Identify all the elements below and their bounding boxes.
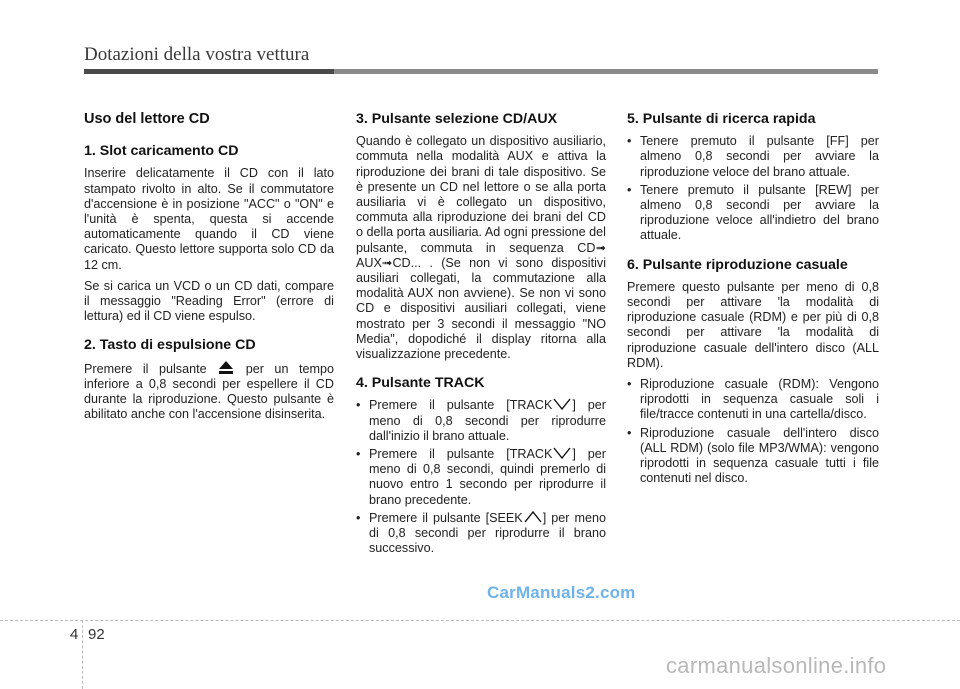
riproduzione-casuale-title: 6. Pulsante riproduzione casuale [627,256,848,273]
page-header-title: Dotazioni della vostra vettura [84,44,310,65]
list-item: • Riproduzione casuale (RDM): Vengono riprodotti in sequenza casuale soli i file/tracce contenuti in una cartella/disco. [627,377,879,422]
ricerca-rapida-list [627,134,879,243]
list-item: • Riproduzione casuale dell'intero disco (ALL RDM) (solo file MP3/WMA): vengono riprodotti in sequenza casuale tutti i file contenuti nel disco. [627,425,879,486]
header-rule-accent [84,69,334,74]
list-item: • Tenere premuto il pulsante [REW] per almeno 0,8 secondi per avviare la riproduzione veloce all'indietro del brano attuale. [627,182,879,243]
list-item: • Premere il pulsante [TRACK ] per meno di 0,8 secondi per riprodurre dall'inizio il brano attuale. [356,398,606,443]
riproduzione-casuale-text: Premere questo pulsante per meno di 0,8 secondi per attivare 'la modalità di riproduzione casuale (RDM) e per più di 0,8 secondi per attivare 'la modalità di riproduzione casuale dell'intero disco (ALL RDM). [627,279,879,370]
footer-divider [82,620,83,689]
column-1 [84,112,334,428]
track-item-1-after: ] per meno di 0,8 secondi per riprodurre dall'inizio il brano attuale. [369,398,606,443]
track-item-2-after: ] per meno di 0,8 secondi, quindi premerlo di nuovo entro 1 secondo per riprodurre il brano precedente. [369,447,606,507]
espulsione-text-after: per un tempo inferiore a 0,8 secondi per espellere il CD durante la riproduzione. Questo pulsante è abilitato anche con l'accensione disinserita. [84,361,334,422]
page-number: 92 [88,626,105,643]
track-item-3-before: Premere il pulsante [SEEK [369,510,523,525]
eject-icon [219,361,233,374]
track-item-3-after: ] per meno di 0,8 secondi per riprodurre il brano successivo. [369,510,606,556]
section-number: 4 [70,626,79,643]
watermark-carmanualsonline: carmanualsonline.info [666,653,887,678]
casuale-item-2: Riproduzione casuale dell'intero disco (ALL RDM) (solo file MP3/WMA): vengono riprodotti in sequenza casuale tutti i file contenuti nel disco. [640,425,879,486]
cd-aux-text: Quando è collegato un dispositivo ausiliario, commuta nella modalità AUX e attiva la riproduzione dei brani di tale dispositivo. Se è presente un CD nel lettore o se alla porta ausiliaria vi è collegato un dispositivo, commuta alla riproduzione dei brani del CD o della porta ausiliaria. Ad ogni pressione del pulsante, commuta in sequenza CD➟ AUX➟CD... . (Se non vi sono dispositivi ausiliari collegati, la commutazione alla modalità AUX non avviene). Se non vi sono CD e dispositivi ausiliari collegati, viene mostrato per 3 secondi il messaggio "NO Media", dopodiché il display ritorna alla visualizzazione precedente. [356,134,606,362]
espulsione-title: 2. Tasto di espulsione CD [84,337,256,354]
cd-aux-title: 3. Pulsante selezione CD/AUX [356,111,558,127]
espulsione-text-before: Premere il pulsante [84,361,207,376]
slot-caricamento-text-1: Inserire delicatamente il CD con il lato stampato rivolto in alto. Se il commutatore d'accensione è in posizione "ACC" o "ON" e l'unità è spenta, questa si accende automaticamente quando il CD viene caricato. Questo lettore supporta solo CD da 12 cm. [84,166,334,272]
watermark-carmanuals2: CarManuals2.com [487,583,636,602]
chevron-down-icon [552,398,572,410]
list-item: • Premere il pulsante [SEEK ] per meno di 0,8 secondi per riprodurre il brano successivo. [356,510,606,556]
ricerca-rapida-title: 5. Pulsante di ricerca rapida [627,111,816,127]
espulsione-text [84,361,334,423]
chevron-up-icon [523,511,543,523]
column-2 [356,112,606,559]
casuale-item-1: Riproduzione casuale (RDM): Vengono riprodotti in sequenza casuale soli i file/tracce contenuti in una cartella/disco. [640,377,879,422]
track-title: 4. Pulsante TRACK [356,375,485,392]
list-item: • Premere il pulsante [TRACK ] per meno di 0,8 secondi, quindi premerlo di nuovo entro 1 secondo per riprodurre il brano precedente. [356,447,606,507]
list-item: • Tenere premuto il pulsante [FF] per almeno 0,8 secondi per avviare la riproduzione veloce del brano attuale. [627,134,879,179]
track-list [356,398,606,556]
ricerca-item-2: Tenere premuto il pulsante [REW] per almeno 0,8 secondi per avviare la riproduzione veloce all'indietro del brano attuale. [640,182,879,243]
slot-caricamento-title: 1. Slot caricamento CD [84,143,239,160]
track-item-2-before: Premere il pulsante [TRACK [369,447,553,462]
footer-rule [0,620,960,621]
header-rule [84,69,878,74]
chevron-down-icon [552,447,572,459]
column-3 [627,112,879,489]
section-heading: Uso del lettore CD [84,111,210,127]
ricerca-item-1: Tenere premuto il pulsante [FF] per almeno 0,8 secondi per avviare la riproduzione veloce del brano attuale. [640,134,879,179]
track-item-1-before: Premere il pulsante [TRACK [369,398,553,413]
slot-caricamento-text-2: Se si carica un VCD o un CD dati, compare il messaggio "Reading Error" (errore di lettura) ed il CD viene espulso. [84,278,334,324]
riproduzione-casuale-list [627,377,879,486]
